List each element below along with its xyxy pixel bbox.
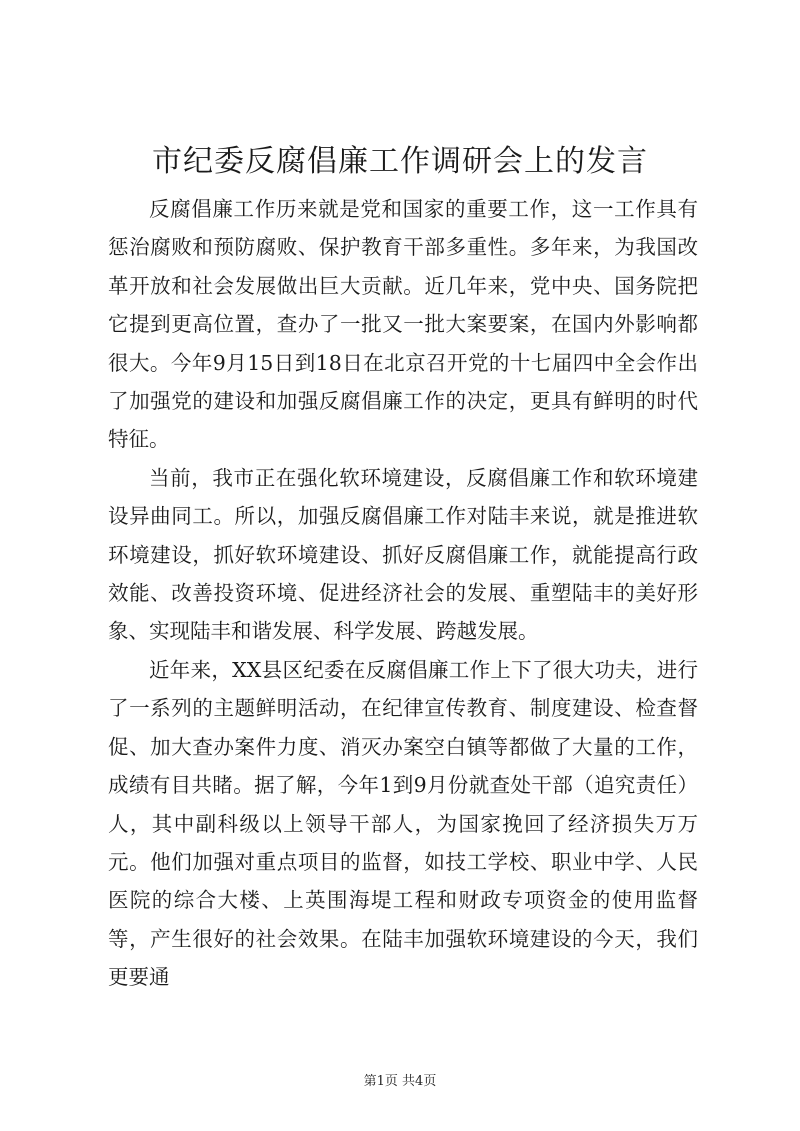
paragraph: 近年来，XX县区纪委在反腐倡廉工作上下了很大功夫，进行了一系列的主题鲜明活动，在纪律宣传教育、制度建设、检查督促、加大查办案件力度、消灭办案空白镇等都做了大量的工作，成绩有目共睹。据了解，今年1到9月份就查处干部（追究责任）人，其中副科级以上领导干部人，为国家挽回了经济损失万万元。他们加强对重点项目的监督，如技工学校、职业中学、人民医院的综合大楼、上英围海堤工程和财政专项资金的使用监督等，产生很好的社会效果。在陆丰加强软环境建设的今天，我们更要通 (108, 657, 698, 990)
paragraph: 当前，我市正在强化软环境建设，反腐倡廉工作和软环境建设异曲同工。所以，加强反腐倡廉工作对陆丰来说，就是推进软环境建设，抓好软环境建设、抓好反腐倡廉工作，就能提高行政效能、改善投资环境、促进经济社会的发展、重塑陆丰的美好形象、实现陆丰和谐发展、科学发展、跨越发展。 (108, 465, 698, 644)
paragraph: 反腐倡廉工作历来就是党和国家的重要工作，这一工作具有惩治腐败和预防腐败、保护教育干部多重性。多年来，为我国改革开放和社会发展做出巨大贡献。近几年来，党中央、国务院把它提到更高位置，查办了一批又一批大案要案，在国内外影响都很大。今年9月15日到18日在北京召开党的十七届四中全会作出了加强党的建设和加强反腐倡廉工作的决定，更具有鲜明的时代特征。 (108, 197, 698, 452)
document-body (108, 190, 698, 997)
page-footer: 第1页 共4页 (363, 1074, 437, 1089)
page-title: 市纪委反腐倡廉工作调研会上的发言 (152, 144, 648, 179)
